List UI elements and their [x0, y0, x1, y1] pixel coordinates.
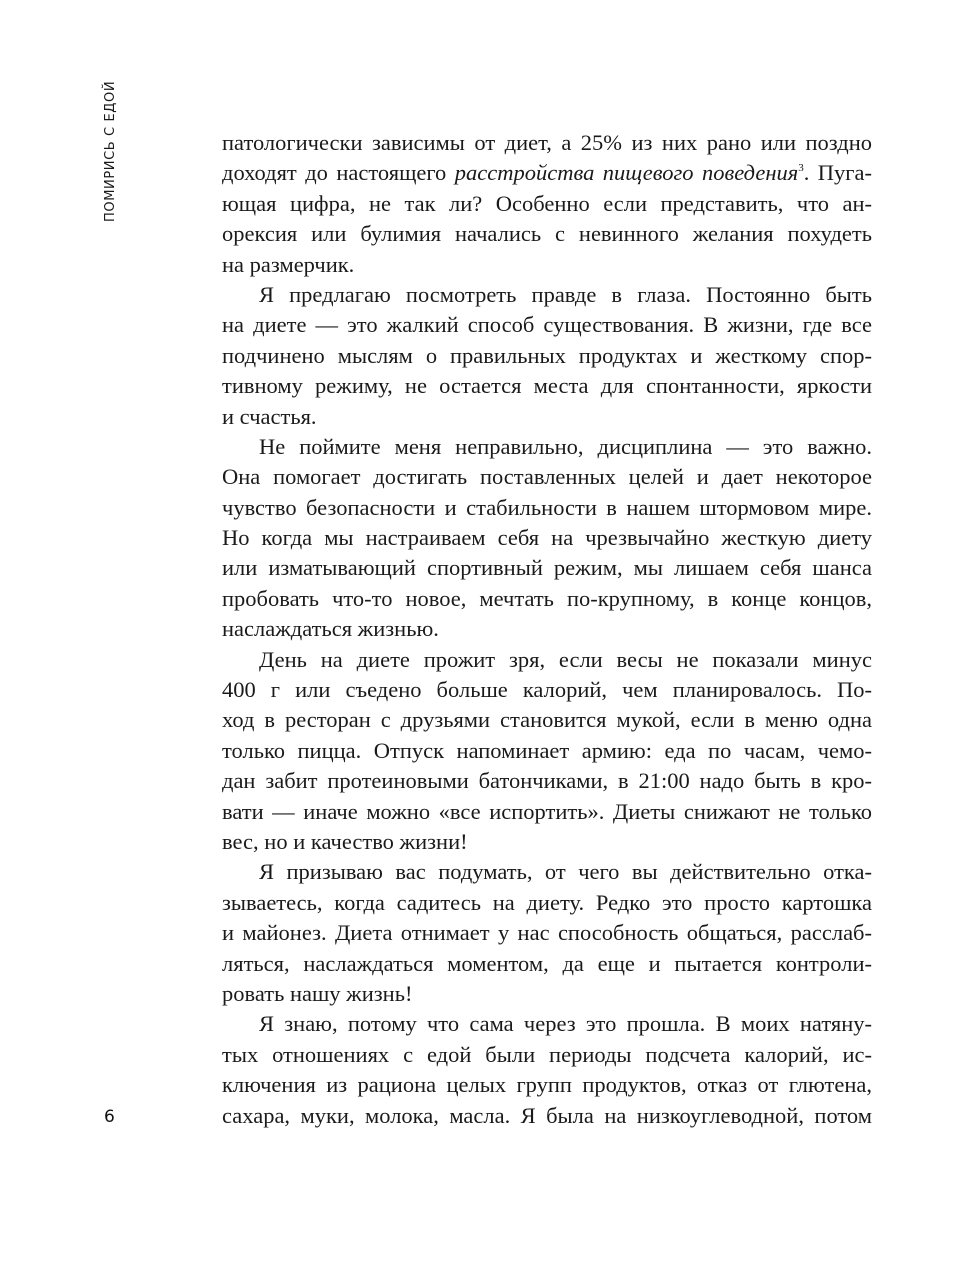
paragraph	[222, 1009, 872, 1131]
footnote-reference[interactable]: 3	[798, 162, 804, 175]
text-line: Я предлагаю посмотреть правде в глаза. Постоянно быть	[259, 281, 872, 307]
text-line: и майонез. Диета отнимает у нас способность общаться, расслаб-	[222, 920, 872, 946]
italic-term: расстройства пищевого поведения	[454, 160, 799, 186]
text-line: наслаждаться жизнью.	[222, 616, 439, 642]
text-line: Она помогает достигать поставленных целей и дает некоторое	[222, 464, 872, 490]
text-line: чувство безопасности и стабильности в нашем штормовом мире.	[222, 494, 872, 520]
text-line: тых отношениях с едой были периоды подсчета калорий, ис-	[222, 1041, 872, 1067]
text-line: орексия или булимия начались с невинного желания похудеть	[222, 221, 872, 247]
text-line: патологически зависимы от диет, а 25% из них рано или поздно	[222, 130, 872, 155]
paragraph	[222, 128, 872, 280]
paragraph	[222, 432, 872, 645]
running-head: ПОМИРИСЬ С ЕДОЙ	[103, 80, 118, 222]
text-line: ровать нашу жизнь!	[222, 980, 413, 1006]
text-line: дан забит протеиновыми батончиками, в 21:00 надо быть в кро-	[222, 768, 872, 794]
text-line: на размерчик.	[222, 251, 355, 277]
line-text: доходят до настоящего	[222, 160, 455, 186]
line-text: . Пуга-	[803, 160, 872, 186]
text-line	[222, 158, 872, 188]
text-line: ключения из рациона целых групп продуктов, отказ от глютена,	[222, 1072, 872, 1098]
text-line: Я призываю вас подумать, от чего вы действительно отка-	[259, 859, 872, 885]
paragraph	[222, 280, 872, 432]
text-line: только пицца. Отпуск напоминает армию: еда по часам, чемо-	[222, 737, 872, 763]
text-line: Я знаю, потому что сама через это прошла. В моих натяну-	[259, 1011, 872, 1037]
text-line: вати — иначе можно «все испортить». Диеты снижают не только	[222, 798, 872, 824]
text-line: подчинено мыслям о правильных продуктах и жесткому спор-	[222, 342, 872, 368]
text-line: 400 г или съедено больше калорий, чем планировалось. По-	[222, 677, 872, 703]
paragraph	[222, 645, 872, 858]
text-line: и счастья.	[222, 403, 317, 429]
text-line: зываетесь, когда садитесь на диету. Редко это просто картошка	[222, 889, 872, 915]
text-line: сахара, муки, молока, масла. Я была на низкоуглеводной, потом	[222, 1102, 872, 1128]
text-line: или изматывающий спортивный режим, мы лишаем себя шанса	[222, 555, 872, 581]
text-line: Но когда мы настраиваем себя на чрезвычайно жесткую диету	[222, 525, 872, 551]
text-line: День на диете прожит зря, если весы не показали минус	[259, 646, 872, 672]
text-line: Не поймите меня неправильно, дисциплина — это важно.	[259, 433, 872, 459]
text-line: ход в ресторан с друзьями становится мукой, если в меню одна	[222, 707, 872, 733]
text-line: пробовать что-то новое, мечтать по-крупному, в конце концов,	[222, 585, 872, 611]
page-number: 6	[104, 1107, 115, 1127]
text-line: тивному режиму, не остается места для спонтанности, яркости	[222, 373, 872, 399]
text-line: ляться, наслаждаться моментом, да еще и пытается контроли-	[222, 950, 872, 976]
text-line: на диете — это жалкий способ существования. В жизни, где все	[222, 312, 872, 338]
body-text	[222, 128, 872, 1131]
text-line: ющая цифра, не так ли? Особенно если представить, что ан-	[222, 190, 872, 216]
paragraph	[222, 857, 872, 1009]
text-line: вес, но и качество жизни!	[222, 828, 468, 854]
